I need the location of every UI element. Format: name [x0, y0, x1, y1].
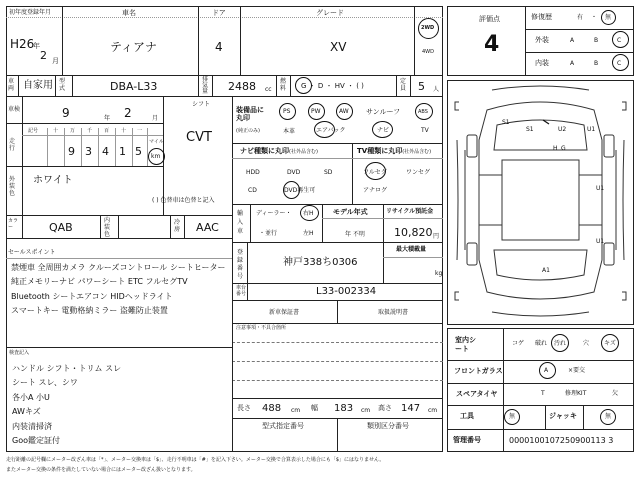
navi-title-note: (社外品含む): [289, 149, 318, 155]
mileage-header-0: 記号: [28, 128, 39, 134]
navi-dvdplay: DVD再生可: [284, 187, 316, 194]
exterior-label: 外装色: [9, 176, 16, 197]
sales-line: Bluetooth シートエアコン HIDヘッドライト: [11, 292, 173, 301]
notes-label: 注意事項・不具合箇所: [236, 325, 287, 331]
max-load-unit: kg: [435, 270, 443, 277]
management-value: 0000100107250900113 3: [509, 436, 614, 445]
int-option-c: C: [617, 60, 622, 67]
seat-option: 汚れ: [554, 340, 567, 347]
new-car-guarantee: 新車保証書: [269, 309, 300, 316]
first-reg-month-unit: 月: [52, 57, 59, 65]
navi-title: [240, 148, 318, 155]
tools-label: 工具: [460, 412, 474, 420]
cold-label: 冷房: [174, 219, 181, 233]
score-label: 評価点: [479, 15, 500, 23]
ext-option-c: C: [617, 37, 622, 44]
reg-number-label: 登録番号: [237, 249, 244, 280]
doors-value: 4: [215, 40, 223, 54]
equip-abs: ABS: [418, 109, 428, 115]
height-value: 147: [401, 403, 421, 414]
footer-note-1: 走行距離の記号欄にメーター改ざん車は「*」、メーター交換車は「$」、走行不明車は「#」を記入下さい。メーター交換で合算表示した場合にも「$」にはなりません。: [6, 457, 385, 463]
class-label: 車両: [8, 78, 15, 92]
equip-tv: TV: [421, 127, 429, 134]
equip-pw: PW: [311, 108, 321, 115]
import-right-hand: 右H: [303, 210, 314, 217]
mileage-header-3: 千: [87, 128, 93, 134]
inspector-line: 各小A 小U: [12, 393, 50, 402]
drive-4wd: 4WD: [422, 49, 434, 55]
diagram-mark: S1: [502, 119, 510, 126]
sales-line: 純正メモリーナビ パワーシート ETC フルセグTV: [11, 277, 188, 286]
tv-title: [357, 148, 431, 155]
ext-option-a: A: [570, 37, 575, 44]
diagram-mark: A1: [542, 267, 550, 274]
first-reg-month: 2: [40, 49, 47, 62]
mileage-digit: 9: [68, 145, 75, 158]
equipment-subtitle: (純正のみ): [236, 128, 260, 134]
mileage-header-5: 十: [121, 128, 127, 134]
import-dealer: ディーラー・: [256, 210, 292, 217]
equip-airbag: エアバック: [316, 127, 346, 134]
sales-line: スマートキー 電動格納ミラー 盗難防止装置: [11, 306, 168, 315]
import-parallel: ・並行: [259, 230, 278, 237]
front-glass-label: フロントガラス: [454, 367, 503, 375]
mileage-header-2: 万: [70, 128, 76, 134]
front-glass-a: A: [544, 367, 549, 374]
displacement-value: 2488: [228, 80, 256, 93]
inspection-year: 9: [62, 106, 70, 120]
fuel-g-circle: [295, 77, 312, 94]
repair-label: 修復歴: [531, 13, 552, 21]
diagram-mark: G: [561, 145, 566, 152]
interior-color-label: 内装色: [104, 217, 111, 238]
color-code-label: カラー: [8, 218, 19, 230]
sales-line: 禁煙車 全周囲カメラ クルーズコントロール シートヒーター: [11, 263, 226, 272]
spare-tire-kit: 修理KIT: [565, 390, 587, 397]
inspection-month: 2: [124, 106, 132, 120]
diagram-mark: U1: [596, 238, 605, 245]
equip-aw: AW: [339, 108, 349, 115]
doors-label: ドア: [212, 9, 226, 17]
shift-value: CVT: [186, 130, 212, 145]
seat-option: 破れ: [535, 340, 548, 347]
navi-sd: SD: [324, 169, 333, 176]
inspection-label: 車検: [8, 106, 21, 113]
tv-title-note: (社外品含む): [402, 149, 432, 155]
navi-cd: CD: [248, 187, 257, 194]
mileage-digit: 5: [135, 145, 142, 158]
tv-oneseg: ワンセグ: [406, 169, 431, 176]
chassis-value: L33-002334: [316, 286, 377, 297]
displacement-unit: cc: [265, 86, 272, 93]
inspection-year-unit: 年: [104, 115, 111, 122]
owners-manual: 取扱説明書: [378, 309, 409, 316]
inspection-month-unit: 月: [152, 115, 159, 122]
navi-hdd: HDD: [246, 169, 260, 176]
mileage-header-4: 百: [104, 128, 110, 134]
grade-label: グレード: [316, 9, 344, 17]
grade-value: XV: [330, 40, 347, 54]
fuel-label: 燃料: [280, 78, 287, 92]
sales-points-label: セールスポイント: [8, 249, 56, 256]
shift-label: シフト: [192, 101, 211, 108]
interior-seat-label: 室内シート: [455, 336, 476, 353]
capacity-value: 5: [418, 80, 425, 93]
equip-navi: ナビ: [377, 127, 390, 134]
diagram-mark: U1: [587, 126, 596, 133]
recycle-value: 10,820: [394, 226, 433, 239]
seat-option: コゲ: [512, 340, 525, 347]
drive-2wd: 2WD: [421, 25, 435, 31]
diagram-mark: U1: [596, 185, 605, 192]
first-reg-year-unit: 年: [33, 42, 40, 50]
capacity-unit: 人: [433, 86, 440, 93]
tv-title-text: TV種類に丸印: [357, 147, 403, 155]
ext-label: 外装: [535, 36, 549, 44]
width-unit: cm: [361, 407, 371, 414]
equipment-title: 装備品に丸印: [236, 106, 264, 122]
tv-fullseg: フルセグ: [363, 169, 387, 176]
width-label: 幅: [311, 404, 318, 412]
score-value: 4: [484, 32, 500, 57]
equip-ps: PS: [283, 108, 291, 115]
first-reg-label: 初年度登録年月: [9, 9, 52, 16]
footer-note-2: またメーター交換の条件を満たしていない場合にはメーター改ざん扱いとなります。: [6, 467, 196, 473]
spare-tire-t: T: [541, 390, 545, 397]
int-option-a: A: [570, 60, 575, 67]
jack-label: ジャッキ: [549, 412, 577, 420]
recycle-label: リサイクル預託金: [386, 208, 434, 215]
fuel-options: G ・ D ・ HV ・ ( ): [301, 82, 364, 90]
type-designation-label: 型式指定番号: [262, 422, 304, 430]
int-option-b: B: [594, 60, 599, 67]
tools-value: 無: [509, 413, 516, 420]
capacity-label: 定員: [400, 78, 407, 92]
navi-dvd: DVD: [287, 169, 301, 176]
diagram-mark: S1: [526, 126, 534, 133]
diagram-mark: H: [553, 145, 558, 152]
model-value: DBA-L33: [110, 80, 158, 93]
mileage-digit: 4: [102, 145, 109, 158]
displacement-label: 排気量: [202, 76, 209, 95]
spare-tire-label: スペアタイヤ: [456, 390, 498, 398]
mileage-unit-km: km: [151, 153, 161, 160]
length-value: 488: [262, 403, 282, 414]
car-name: ティアナ: [110, 40, 158, 54]
mileage-header-6: 一: [137, 128, 143, 134]
model-label: 型式: [59, 78, 66, 92]
width-value: 183: [334, 403, 354, 414]
recycle-unit: 円: [433, 233, 440, 240]
reg-number-value: 神戸338ち0306: [283, 257, 358, 268]
max-load-label: 最大積載量: [396, 246, 427, 253]
car-diagram: [447, 80, 634, 325]
inspector-line: AWキズ: [12, 407, 41, 416]
navi-title-text: ナビ種類に丸印: [240, 147, 289, 155]
equip-sunroof: サンルーフ: [366, 108, 401, 116]
int-label: 内装: [535, 59, 549, 67]
model-year-value: 年 不明: [345, 231, 365, 238]
front-glass-replace: ×要交: [568, 367, 586, 374]
model-year-label: モデル年式: [333, 208, 368, 216]
height-label: 高さ: [378, 404, 392, 412]
mileage-unit-mile: マイル: [149, 139, 164, 145]
mileage-digit: 1: [119, 145, 126, 158]
repair-option-none: 無: [605, 14, 612, 21]
inspector-line: シート スレ、シワ: [12, 378, 78, 387]
mileage-digit: 3: [85, 145, 92, 158]
first-reg-year: H26: [10, 37, 35, 51]
seat-option: キズ: [604, 340, 616, 347]
ext-option-b: B: [594, 37, 599, 44]
class-value: 自家用: [23, 80, 53, 91]
cold-value: AAC: [196, 221, 219, 234]
length-unit: cm: [291, 407, 301, 414]
management-label: 管理番号: [453, 436, 481, 444]
mileage-label: 走行: [9, 138, 16, 152]
color-code: QAB: [49, 221, 73, 234]
inspector-line: 内装清掃済: [12, 422, 52, 431]
length-label: 長さ: [237, 404, 251, 412]
category-number-label: 類別区分番号: [367, 422, 409, 430]
mileage-header-1: 十: [53, 128, 59, 134]
seat-option: 穴: [583, 340, 590, 347]
equip-leather: 本革: [283, 128, 296, 135]
repair-separator: ・: [591, 14, 598, 21]
diagram-mark: U2: [558, 126, 567, 133]
import-left-hand: 左H: [303, 230, 314, 237]
repair-option-yes: 有: [577, 14, 584, 21]
tv-analog: アナログ: [363, 187, 388, 194]
chassis-label: 車台番号: [236, 285, 247, 297]
spare-tire-none: 欠: [612, 390, 619, 397]
inspector-line: Goo鑑定証付: [12, 436, 60, 445]
height-unit: cm: [428, 407, 438, 414]
car-name-label: 車名: [122, 9, 136, 17]
exterior-note: ( ) 色替車は色替と記入: [152, 197, 215, 204]
inspector-line: ハンドル シフト・トリム スレ: [12, 364, 122, 373]
exterior-color: ホワイト: [33, 175, 73, 186]
inspector-notes-label: 検査記入: [9, 350, 30, 356]
jack-value: 無: [605, 413, 612, 420]
import-label: 輸入車: [237, 210, 244, 235]
